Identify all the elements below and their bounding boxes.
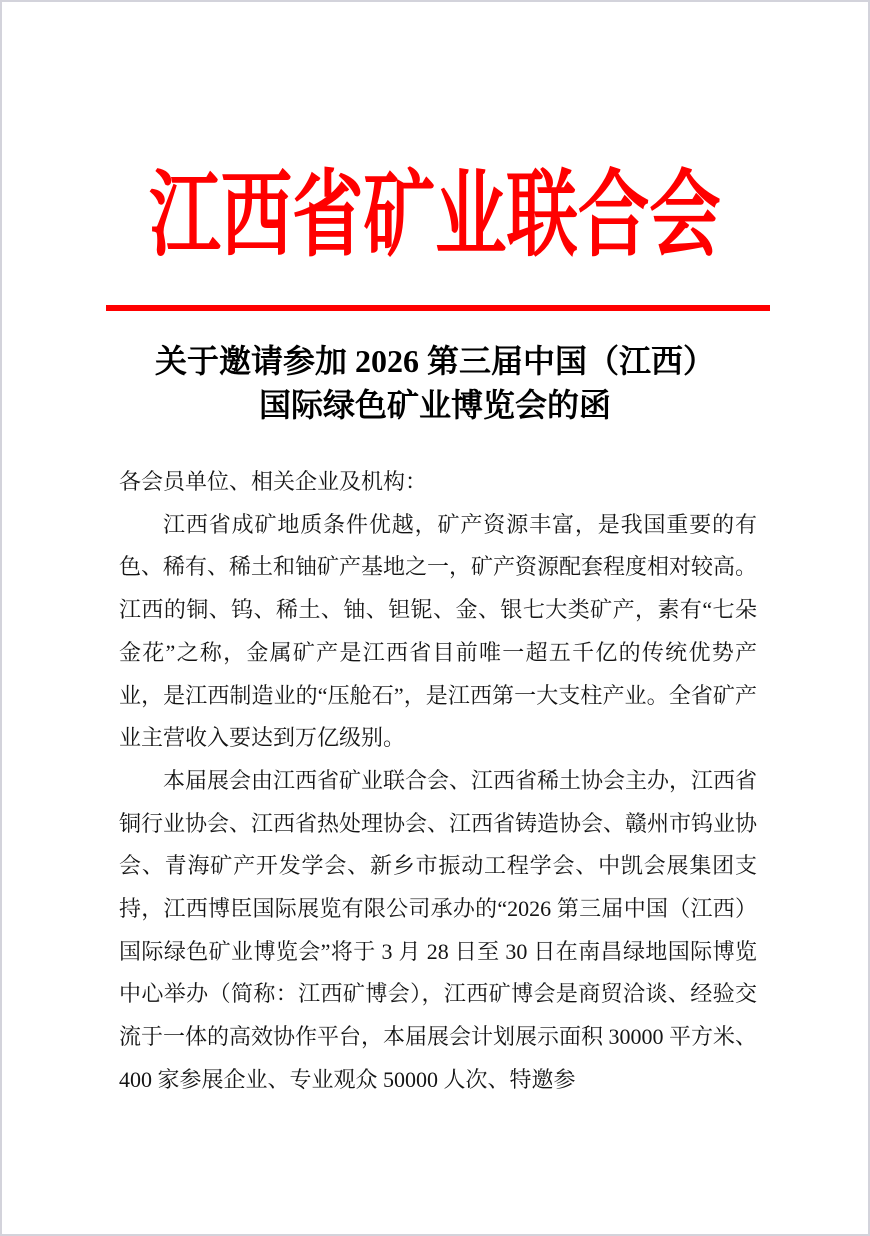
paragraph-1: 江西省成矿地质条件优越，矿产资源丰富，是我国重要的有色、稀有、稀土和铀矿产基地之一，矿产资源配套程度相对较高。江西的铜、钨、稀土、铀、钽铌、金、银七大类矿产，素有“七朵金花”之称，金属矿产是江西省目前唯一超五千亿的传统优势产业，是江西制造业的“压舱石”，是江西第一大支柱产业。全省矿产业主营收入要达到万亿级别。 xyxy=(119,511,758,751)
letterhead-divider xyxy=(106,305,770,311)
document-title-line-1: 关于邀请参加 2026 第三届中国（江西） xyxy=(154,343,715,379)
document-title-line-2: 国际绿色矿业博览会的函 xyxy=(258,387,611,423)
letterhead-org-name: 江西省矿业联合会 xyxy=(149,164,721,268)
paragraph-2: 本届展会由江西省矿业联合会、江西省稀土协会主办，江西省铜行业协会、江西省热处理协会、江西省铸造协会、赣州市钨业协会、青海矿产开发学会、新乡市振动工程学会、中凯会展集团支持，江西博臣国际展览有限公司承办的“2026 第三届中国（江西）国际绿色矿业博览会”将于 3 月 28 日至 30 日在南昌绿地国际博览中心举办（简称：江西矿博会），江西矿博会是商贸洽谈、经验交流于一体的高效协作平台，本届展会计划展示面积 30000 平方米、400 家参展企业、专业观众 50000 人次、特邀参 xyxy=(119,767,758,1092)
document-title xyxy=(2,339,868,427)
salutation: 各会员单位、相关企业及机构： xyxy=(119,469,428,494)
letter-body xyxy=(119,461,757,1102)
